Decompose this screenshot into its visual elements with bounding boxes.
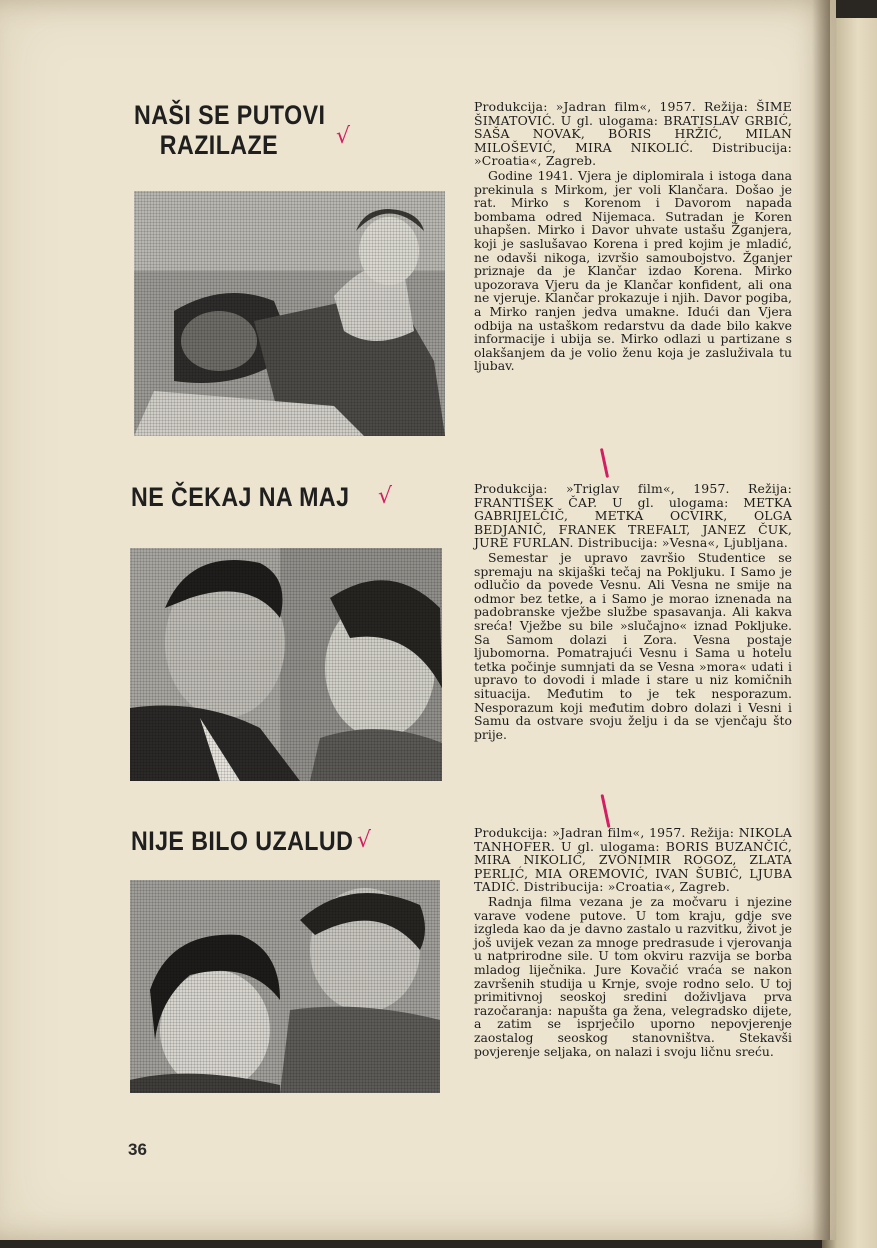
film-1-title-line1: NAŠI SE PUTOVI	[134, 100, 326, 130]
film-3-still-photo	[130, 880, 440, 1093]
film-1-title-line2: RAZILAZE	[159, 130, 279, 160]
film-1-title	[134, 100, 325, 160]
film-3-text	[474, 826, 792, 1058]
film-2-credits: Produkcija: »Triglav film«, 1957. Režija: FRANTIŠEK ČAP. U gl. ulogama: METKA GABRIJELČIČ, METKA OCVIRK, OLGA BEDJANIČ, FRANEK TREFALT, JANEZ ČUK, JURE FURLAN. Distribucija: »Vesna«, Ljubljana.	[474, 481, 792, 551]
film-3-synopsis: Radnja filma vezana je za močvaru i njezine varave vodene putove. U tom kraju, gdje sve izgleda kao da je davno zastalo u razvitku, život je još uvijek vezan za mnoge predrasude i vjerovanja u natprirodne sile. U tom okviru razvija se borba mladog liječnika. Jure Kovačić vraća se nakon završenih studija u Krnje, svoje rodno selo. U toj primitivnoj seoskoj sredini doživljava prva razočaranja: napušta ga žena, velegradsko dijete, a zatim se isprječilo uporno nepovjerenje zaostalog seoskog stanovništva. Stekavši povjerenje seljaka, on nalazi i svoju ličnu sreću.	[474, 893, 792, 1059]
film-3-marker-tick	[600, 794, 610, 828]
film-2-title: NE ČEKAJ NA MAJ	[131, 482, 350, 512]
page-number: 36	[128, 1140, 147, 1159]
film-1-text	[474, 100, 792, 373]
film-2-marker-tick	[600, 448, 609, 478]
film-1-check-mark: √	[336, 124, 351, 149]
film-2-check-mark: √	[378, 484, 393, 509]
film-2-synopsis: Semestar je upravo završio Studentice se spremaju na skijaški tečaj na Pokljuku. I Samo je odlučio da povede Vesnu. Ali Vesna ne smije na odmor bez tetke, a i Samo je morao iznenada na padobranske vježbe službe spasavanja. Ali kakva sreća! Vježbe su bile »slučajno« iznad Pokljuke. Sa Samom dolazi i Zora. Vesna postaje ljubomorna. Pomatrajući Vesnu i Sama u hotelu tetka počinje sumnjati da se Vesna »mora« udati i upravo to dovodi i mlade i stare u niz komičnih situacija. Međutim to je tek nesporazum. Nesporazum koji međutim dobro dolazi i Vesni i Samu da ostvare svoju želju i da se vjenčaju što prije.	[474, 549, 792, 742]
film-1-credits: Produkcija: »Jadran film«, 1957. Režija: ŠIME ŠIMATOVIĆ. U gl. ulogama: BRATISLAV GRBIĆ, SAŠA NOVAK, BORIS HRŽIĆ, MILAN MILOŠEVIĆ, MIRA NIKOLIĆ. Distribucija: »Croatia«, Zagreb.	[474, 99, 792, 169]
spine-shadow	[812, 0, 830, 1240]
film-3-credits: Produkcija: »Jadran film«, 1957. Režija: NIKOLA TANHOFER. U gl. ulogama: BORIS BUZANČIĆ, MIRA NIKOLIĆ, ZVONIMIR ROGOZ, ZLATA PERLIĆ, MIA OREMOVIĆ, IVAN ŠUBIĆ, LJUBA TADIĆ. Distribucija: »Croatia«, Zagreb.	[474, 825, 792, 895]
film-2-text	[474, 482, 792, 741]
film-3-check-mark: √	[357, 828, 372, 853]
film-2-still-photo	[130, 548, 442, 781]
film-3-title: NIJE BILO UZALUD	[131, 826, 354, 856]
film-1-synopsis: Godine 1941. Vjera je diplomirala i istoga dana prekinula s Mirkom, jer voli Klančara. Došao je rat. Mirko s Korenom i Davorom napada bombama odred Nijemaca. Sutradan je Koren uhapšen. Mirko i Davor uhvate ustašu Žganjera, koji je saslušavao Korena i pred kojim je mladić, ne odavši nikoga, izvršio samoubojstvo. Žganjer priznaje da je Klančar izdao Korena. Mirko upozorava Vjeru da je Klančar konfident, ali ona ne vjeruje. Klančar prokazuje i njih. Davor pogiba, a Mirko ranjen jedva umakne. Idući dan Vjera odbija na ustaškom redarstvu da dade bilo kakve informacije i ubija se. Mirko odlazi u partizane s olakšanjem da je volio ženu koja je zasluživala tu ljubav.	[474, 167, 792, 374]
film-1-still-photo	[134, 191, 445, 436]
